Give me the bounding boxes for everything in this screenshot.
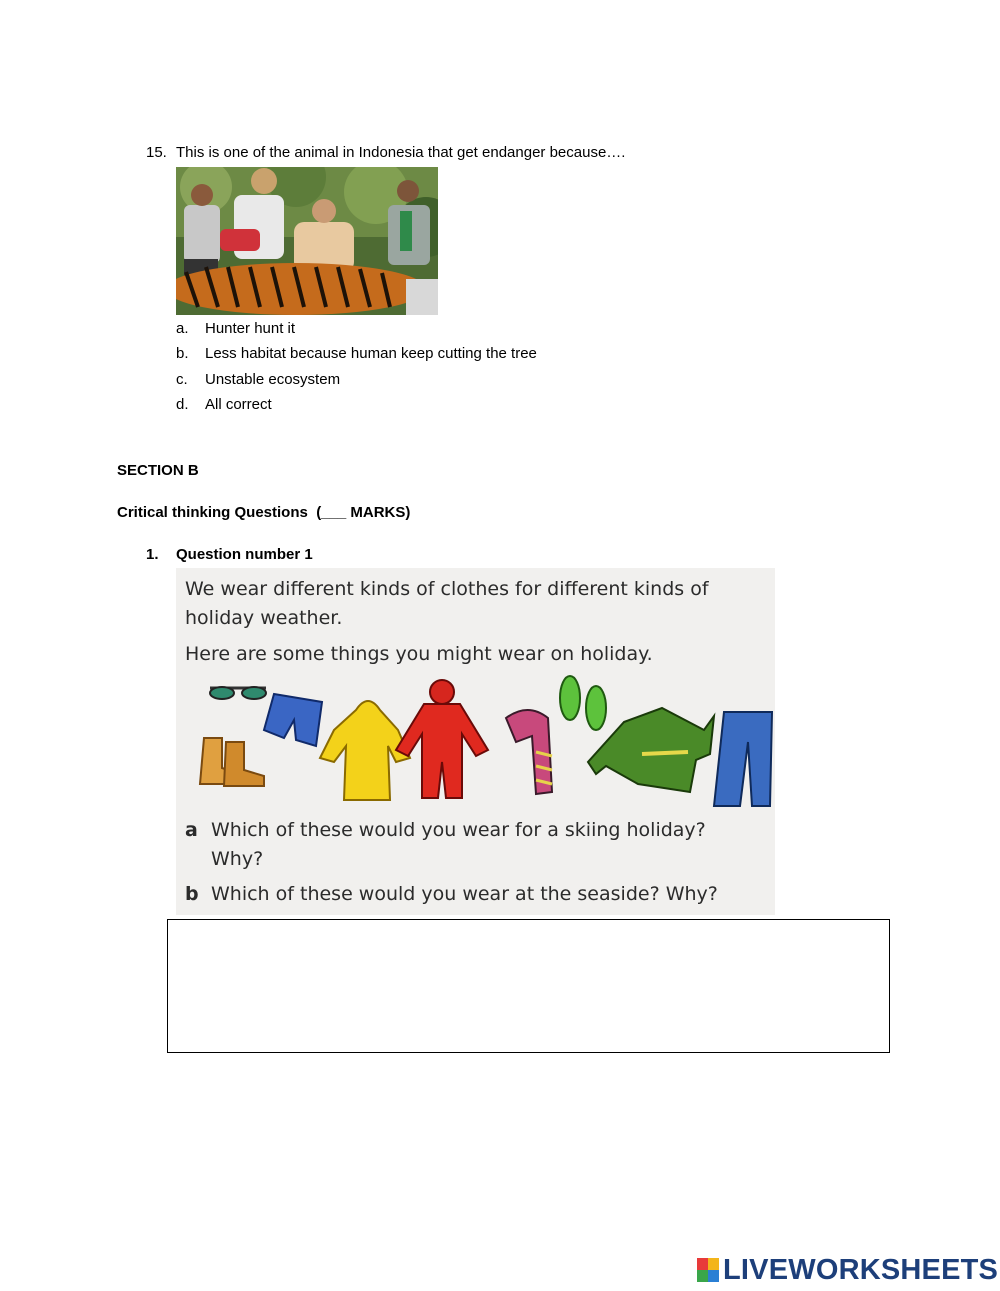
question-number: 1. <box>146 546 159 563</box>
jumper-icon <box>588 708 714 792</box>
logo-text: LIVEWORKSHEETS <box>723 1253 999 1286</box>
question-15 <box>146 144 625 161</box>
liveworksheets-logo <box>697 1255 998 1285</box>
clothes-worksheet-image <box>176 568 775 915</box>
tiger-rescue-photo <box>176 167 438 315</box>
question-title: Question number 1 <box>176 546 313 563</box>
scan-line-1: We wear different kinds of clothes for different kinds of <box>185 578 709 600</box>
question-number: 15. <box>146 144 167 161</box>
question-text: This is one of the animal in Indonesia that get endanger because…. <box>176 144 626 161</box>
shorts-icon <box>264 694 322 746</box>
boots-icon <box>200 738 264 786</box>
option-c[interactable]: c. Unstable ecosystem <box>176 370 341 388</box>
option-a[interactable]: a. Hunter hunt it <box>176 320 296 337</box>
logo-icon <box>697 1258 719 1282</box>
scarf-icon <box>506 710 552 794</box>
flip-flops-icon <box>560 676 606 730</box>
option-d[interactable]: d. All correct <box>176 395 272 413</box>
answer-textbox[interactable] <box>167 919 890 1053</box>
question-a-why: Why? <box>211 848 264 870</box>
jeans-icon <box>714 712 772 806</box>
scan-line-2: holiday weather. <box>185 607 343 629</box>
question-1-heading <box>146 546 313 563</box>
sunglasses-icon <box>210 687 266 699</box>
section-subheading: Critical thinking Questions (___ MARKS) <box>117 504 411 521</box>
answer-options <box>176 320 537 421</box>
question-b: b Which of these would you wear at the seaside? Why? <box>185 883 718 905</box>
option-b[interactable]: b. Less habitat because human keep cutting the tree <box>176 345 537 363</box>
ski-suit-icon <box>396 680 488 798</box>
section-heading: SECTION B <box>117 462 199 479</box>
scan-line-3: Here are some things you might wear on holiday. <box>185 643 653 665</box>
question-a: a Which of these would you wear for a skiing holiday? <box>185 819 706 841</box>
